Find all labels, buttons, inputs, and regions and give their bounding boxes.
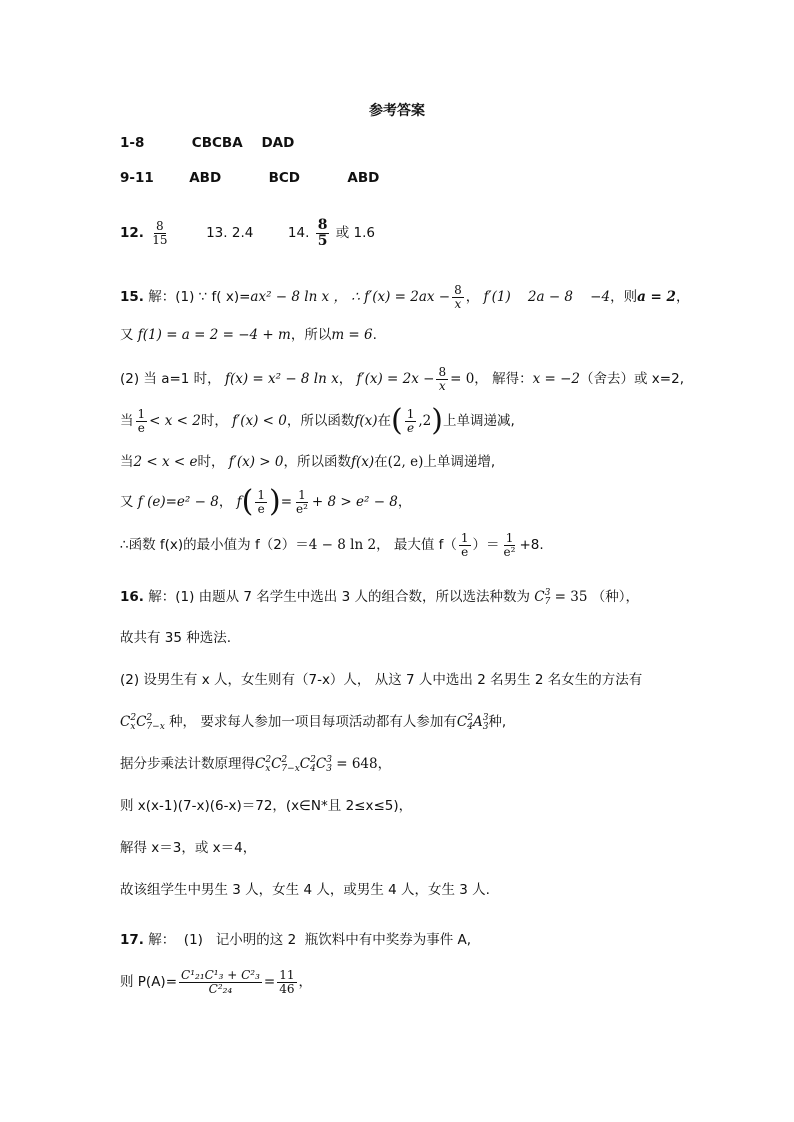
- q15-text: 上单调递减,: [442, 413, 515, 429]
- q15-math: ,2: [418, 413, 432, 429]
- q15-line-3: [120, 364, 684, 394]
- q15-text: 在: [374, 454, 388, 470]
- q15-text: ∴函数 f(x)的最小值为 f（2）＝: [120, 537, 309, 553]
- q16-line-7: 解得 x＝3，或 x＝4，: [120, 840, 257, 856]
- q15-math: 2 < x < e: [133, 454, 198, 470]
- q16-text: 种， 要求每人参加一项目每项活动都有人参加有: [169, 714, 457, 730]
- fill-answers: [120, 218, 375, 248]
- q16-text: ，: [377, 756, 392, 772]
- mc-row-2-answer-2: BCD: [268, 170, 300, 186]
- q15-line-6: 又 f (e)=e² − 8， f( $\frac{1}{e}$ )= $\frac{1}{\text{e²}}$ + 8 > e² − 8，: [120, 484, 412, 519]
- q15-math: f (e)=e² − 8: [137, 494, 219, 510]
- q15-math: f(x) = x² − 8 ln x: [224, 371, 339, 387]
- q15-fraction: $\frac{1}{e}$: [137, 406, 146, 435]
- q15-math: < x < 2: [149, 413, 201, 429]
- q17-fraction: $\frac{11}{46}$: [279, 967, 295, 996]
- mc-row-2-label: 9-11: [120, 170, 154, 186]
- q15-text: 上单调递增,: [423, 454, 496, 470]
- q15-text: ，所以函数: [286, 413, 355, 429]
- q15-math: 4 − 8 ln 2: [308, 537, 377, 553]
- q15-math: =: [280, 494, 292, 510]
- q15-text: 当: [120, 413, 134, 429]
- q14-label: 14.: [287, 225, 310, 242]
- q16-math: = 648: [331, 756, 378, 772]
- q15-math: f′(1) 2a − 8 −4: [483, 289, 611, 305]
- q16-line-6: 则 x(x-1)(7-x)(6-x)＝72，(x∈N*且 2≤x≤5)，: [120, 798, 413, 814]
- q15-math: f: [236, 494, 242, 510]
- q15-text: ， 最大值 f（: [376, 537, 457, 553]
- q15-fraction: $\frac{8}{x}$: [438, 364, 447, 393]
- q16-text: （种），: [591, 589, 639, 605]
- mc-row-2: [120, 168, 379, 188]
- q15-text: .: [372, 327, 377, 343]
- q15-text: 解：(1) ∵ f( x)=: [148, 289, 251, 305]
- q15-text: ，: [465, 289, 480, 305]
- q15-math: a = 2: [637, 289, 676, 305]
- q15-math: f′(x) > 0: [228, 454, 284, 470]
- q16-text: 种,: [488, 714, 507, 730]
- q15-text: 时，: [200, 413, 228, 429]
- q16-line-3: (2) 设男生有 x 人，女生则有（7-x）人， 从这 7 人中选出 2 名男生 2 名女生的方法有: [120, 672, 643, 688]
- q16-comb: C 3 7: [534, 587, 551, 607]
- q17-text: 则 P(A)=: [120, 974, 178, 990]
- q15-text: ，: [397, 494, 412, 510]
- q16-math: = 35: [550, 589, 588, 605]
- q16-line-8: 故该组学生中男生 3 人，女生 4 人，或男生 4 人，女生 3 人.: [120, 882, 490, 898]
- q15-text: 当: [120, 454, 134, 470]
- q15-text: ，: [218, 494, 233, 510]
- q15-math: f(1) = a = 2 = −4 + m: [137, 327, 291, 343]
- mc-row-2-answer-3: ABD: [347, 170, 380, 186]
- q15-text: 在: [377, 413, 391, 429]
- q17-fraction: $\frac{\text{C¹₂₁C¹₃ + C²₃}}{\text{C²₂₄}}$: [181, 967, 260, 996]
- page-title: 参考答案: [369, 103, 425, 119]
- q16-line-1: [120, 587, 639, 607]
- q15-label: 15.: [120, 289, 144, 305]
- q15-text: ，所以: [290, 327, 332, 343]
- q17-text: ，: [298, 974, 313, 990]
- mc-row-1-label: 1-8: [120, 135, 145, 151]
- q17-label: 17.: [120, 932, 144, 948]
- q15-math: + 8 > e² − 8: [311, 494, 398, 510]
- q15-text: 时，: [197, 454, 225, 470]
- q15-math: x = −2: [532, 371, 581, 387]
- q16-line-5: [120, 754, 391, 774]
- q17-text: 解： (1) 记小明的这 2 瓶饮料中有中奖券为事件 A,: [148, 932, 472, 948]
- q15-math: ∴ f′(x) = 2ax −: [351, 289, 451, 305]
- q15-math: f(x): [354, 413, 378, 429]
- q15-text: （舍去）或 x=2,: [580, 371, 684, 387]
- q13-answer: 13. 2.4: [206, 225, 254, 242]
- q14-fraction: $\frac{8}{5}$: [317, 217, 328, 249]
- q15-math: (2, e): [387, 454, 424, 470]
- mc-row-1-answers: CBCBA DAD: [191, 135, 295, 151]
- q15-fraction: $\frac{1}{e}$: [257, 487, 265, 516]
- q17-math: =: [263, 974, 276, 990]
- q17-line-1: [120, 930, 471, 950]
- q15-fraction: $\frac{1}{\text{e²}}$: [296, 487, 308, 516]
- q15-text: ）＝: [472, 537, 500, 553]
- q15-text: ，: [338, 371, 353, 387]
- q15-text: 又: [120, 494, 134, 510]
- q15-fraction: $\frac{1}{\text{e²}}$: [503, 530, 516, 559]
- q15-text: (2) 当 a=1 时，: [120, 371, 221, 387]
- q16-text: 据分步乘法计数原理得: [120, 756, 255, 772]
- mc-row-1: [120, 133, 294, 153]
- q15-text: ，所以函数: [283, 454, 351, 470]
- q15-math: ax² − 8 ln x ，: [250, 289, 347, 305]
- q12-label: 12.: [120, 225, 144, 242]
- q15-line-7: [120, 530, 544, 560]
- q15-math: f(x): [350, 454, 375, 470]
- q15-fraction: $\frac{1}{e}$: [406, 406, 415, 435]
- q16-comb: C 2 4 A 3 3: [456, 712, 489, 732]
- q16-comb: C 2 x C 2 7−x: [120, 712, 165, 732]
- q15-math: f′(x) = 2x −: [356, 371, 435, 387]
- q15-line-4: 当 $\frac{1}{e}$ < x < 2时， f′(x) < 0，所以函数f(x)在( $\frac{1}{e}$ ,2)上单调递减,: [120, 403, 515, 438]
- q15-math: m = 6: [331, 327, 373, 343]
- q16-line-2: 故共有 35 种选法.: [120, 630, 232, 646]
- q15-text: ， 解得：: [474, 371, 533, 387]
- q15-fraction: $\frac{1}{e}$: [460, 530, 469, 559]
- q15-fraction: $\frac{8}{x}$: [454, 282, 462, 311]
- q16-label: 16.: [120, 589, 144, 605]
- q16-text: 解：(1) 由题从 7 名学生中选出 3 人的组合数，所以选法种数为: [148, 589, 530, 605]
- q15-text: +8.: [519, 537, 544, 553]
- q14-tail: 或 1.6: [335, 225, 376, 242]
- mc-row-2-answer-1: ABD: [189, 170, 222, 186]
- q16-line-4: [120, 712, 506, 732]
- q15-line-5: [120, 452, 495, 472]
- q15-line-1: [120, 282, 689, 312]
- q15-math: = 0: [450, 371, 475, 387]
- q15-text: ，: [675, 289, 690, 305]
- q16-comb: C 2 x C 2 7−x C 2 4 C 3 3: [255, 754, 332, 774]
- q17-line-2: [120, 962, 312, 1002]
- q15-line-2: [120, 325, 377, 345]
- q15-text: ，则: [610, 289, 638, 305]
- q15-text: 又: [120, 327, 134, 343]
- q12-fraction: $\frac{8}{15}$: [152, 219, 168, 247]
- q15-math: f′(x) < 0: [232, 413, 287, 429]
